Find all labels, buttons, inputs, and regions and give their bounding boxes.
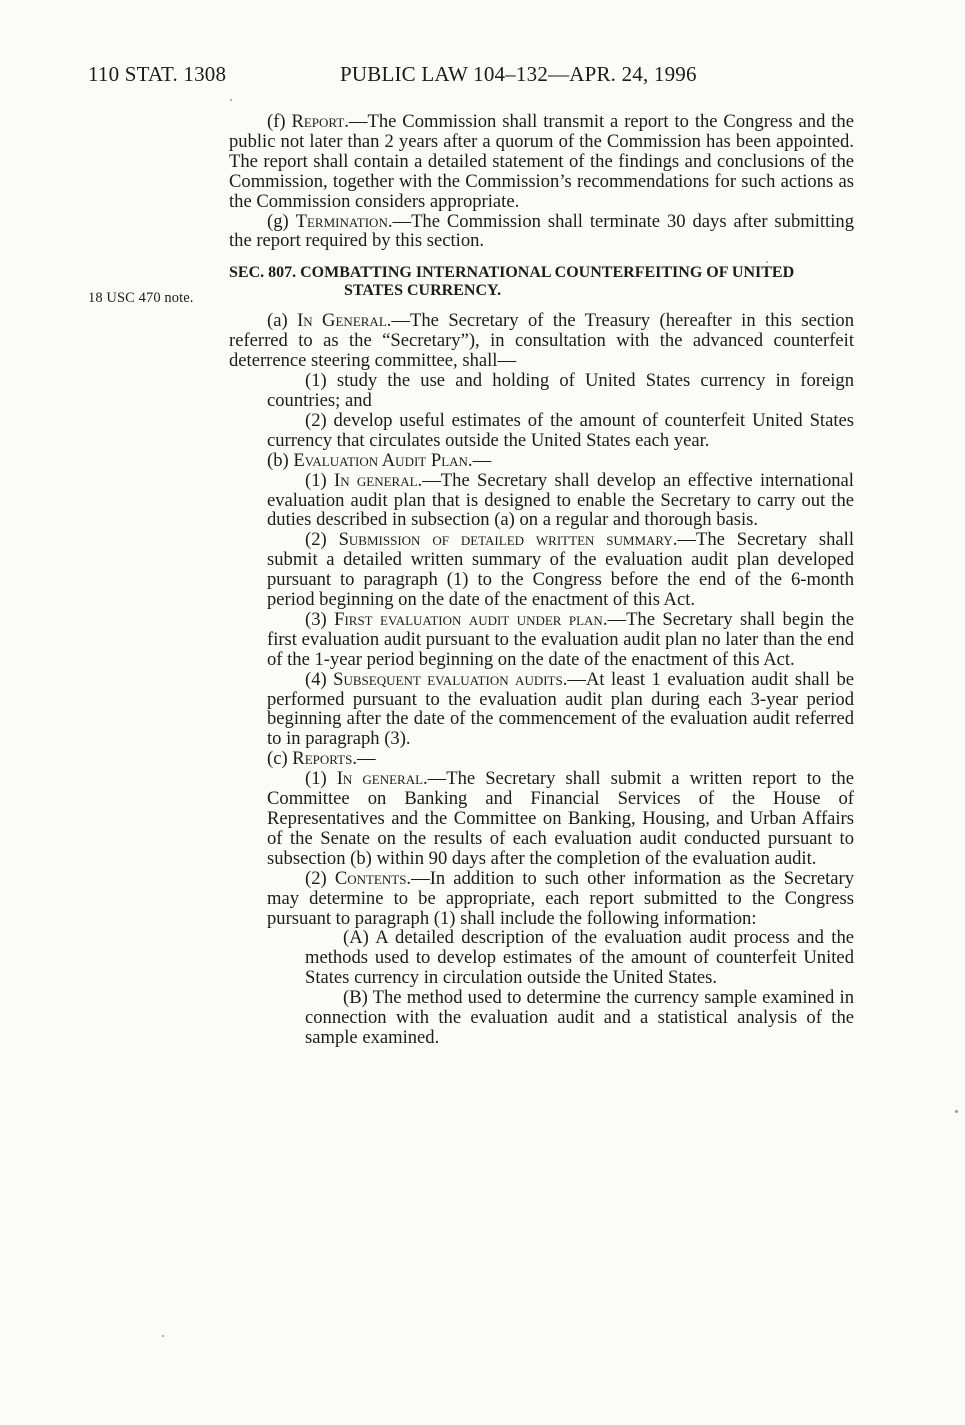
paragraph-text: —The Commission shall terminate 30 days after submitting the report required by this section. — [229, 210, 854, 252]
paragraph-heading: Reports. — [292, 748, 357, 770]
paragraph-heading: Contents. — [334, 867, 412, 889]
subsection-b-evaluation-audit-plan — [229, 451, 854, 471]
paragraph-c-1 — [229, 769, 854, 869]
paragraph-label: (1) — [305, 768, 337, 790]
subparagraph-c-2-a: (A) A detailed description of the evaluation audit process and the methods used to develop estimates of the amount of counterfeit United States currency in circulation outside the United States. — [305, 927, 854, 989]
paragraph-heading: In general. — [336, 768, 428, 790]
paragraph-b-3 — [229, 610, 854, 670]
public-law-reference: PUBLIC LAW 104–132—APR. 24, 1996 — [340, 62, 697, 86]
section-number: SEC. 807. — [229, 264, 297, 282]
paragraph-label: (g) — [267, 210, 296, 232]
paragraph-heading: Evaluation Audit Plan. — [293, 449, 473, 471]
section-heading — [229, 264, 854, 300]
paragraph-label: (c) — [267, 748, 293, 770]
paragraph-text: —The Secretary shall develop an effective international evaluation audit plan that is designed to enable the Secretary to carry out the duties described in subsection (a) on a regular and thorough basis. — [267, 469, 854, 531]
paragraph-heading: Submission of detailed written summary. — [338, 529, 678, 551]
law-text-body — [229, 112, 854, 1048]
paragraph-heading: Subsequent evaluation audits. — [333, 668, 568, 690]
scan-speck — [162, 1335, 164, 1337]
paragraph-c-2 — [229, 869, 854, 929]
paragraph-heading: First evaluation audit under plan. — [334, 608, 608, 630]
section-title-line-2: STATES CURRENCY. — [344, 282, 502, 300]
section-title-line-1: COMBATTING INTERNATIONAL COUNTERFEITING OF UNITED — [300, 264, 795, 282]
paragraph-text: —The Secretary shall submit a written report to the Committee on Banking and Financial Services of the House of Representatives and the Committee on Banking, Housing, and Urban Affairs of the Senate on the results of each evaluation audit conducted pursuant to subsection (b) within 90 days after the completion of the evaluation audit. — [267, 768, 854, 869]
statute-page-reference: 110 STAT. 1308 — [88, 62, 227, 86]
paragraph-text: —The Commission shall transmit a report to the Congress and the public not later than 2 years after a quorum of the Commission has been appointed. The report shall contain a detailed statement of the findings and conclusions of the Commission, together with the Commission’s recommendations for such actions as the Commission considers appropriate. — [229, 111, 854, 212]
scan-speck — [766, 261, 768, 263]
paragraph-b-4 — [229, 670, 854, 750]
paragraph-b-2 — [229, 530, 854, 610]
paragraph-label: (4) — [305, 668, 334, 690]
paragraph-a-2: (2) develop useful estimates of the amount of counterfeit United States currency that circulates outside the United States each year. — [267, 409, 854, 451]
subsection-a-in-general — [229, 311, 854, 371]
paragraph-text: — — [356, 748, 376, 770]
paragraph-label: (2) — [305, 529, 339, 551]
paragraph-f-report — [229, 112, 854, 212]
paragraph-text: —The Secretary shall begin the first evaluation audit pursuant to the evaluation audit plan no later than the end of the 1-year period beginning on the date of the enactment of this Act. — [267, 608, 855, 670]
paragraph-heading: Report. — [291, 111, 349, 132]
paragraph-text: —The Secretary of the Treasury (hereafter in this section referred to as the “Secretary”), in consultation with the advanced counterfeit deterrence steering committee, shall— — [229, 310, 854, 372]
paragraph-heading: In general. — [334, 469, 423, 491]
paragraph-label: (f) — [267, 111, 292, 132]
paragraph-label: (1) — [305, 469, 334, 491]
paragraph-text: —The Secretary shall submit a detailed written summary of the evaluation audit plan developed pursuant to paragraph (1) to the Congress before the end of the 6-month period beginning on the date of the enactment of this Act. — [267, 529, 854, 611]
paragraph-text: — — [472, 449, 492, 471]
paragraph-label: (2) — [305, 867, 335, 889]
paragraph-a-1: (1) study the use and holding of United States currency in foreign countries; and — [267, 370, 854, 411]
paragraph-label: (a) — [267, 310, 298, 332]
scan-speck — [230, 99, 232, 101]
paragraph-heading: Termination. — [295, 210, 393, 232]
paragraph-text: —At least 1 evaluation audit shall be performed pursuant to the evaluation audit plan during each 3-year period beginning after the date of the commencement of the evaluation audit referred to in paragraph (3). — [267, 668, 854, 750]
paragraph-heading: In General. — [297, 310, 392, 332]
paragraph-label: (3) — [305, 608, 335, 630]
paragraph-text: —In addition to such other information as the Secretary may determine to be appropriate, each report submitted to the Congress pursuant to paragraph (1) shall include the following information: — [267, 867, 854, 929]
subsection-c-reports — [229, 749, 854, 769]
paragraph-g-termination — [229, 212, 854, 252]
subparagraph-c-2-b: (B) The method used to determine the currency sample examined in connection with the evaluation audit and a statistical analysis of the sample examined. — [305, 987, 854, 1048]
paragraph-b-1 — [229, 471, 854, 531]
scan-speck — [955, 1110, 958, 1113]
paragraph-label: (b) — [267, 449, 294, 471]
margin-citation-note: 18 USC 470 note. — [88, 290, 194, 306]
